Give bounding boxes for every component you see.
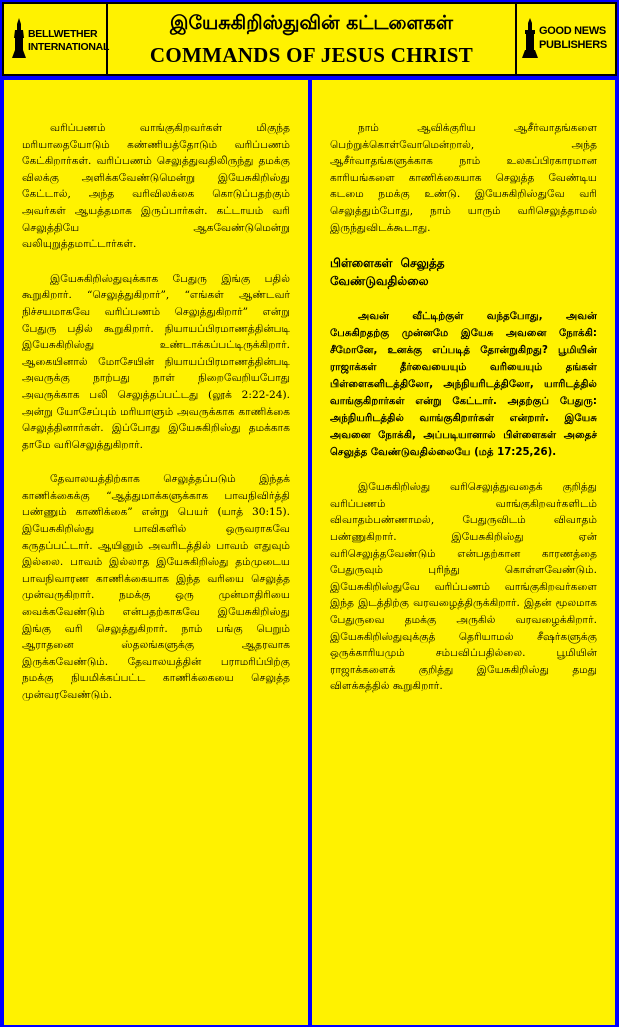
section-heading-line1: பிள்ளைகள் செலுத்த (330, 256, 445, 271)
good-news-logo-text (539, 24, 607, 52)
good-news-logo-line2: PUBLISHERS (539, 39, 607, 51)
section-heading-line2: வேண்டுவதில்லை (330, 274, 429, 289)
scripture-quote: அவன் வீட்டிற்குள் வந்தபோது, அவன் பேசுகிறதற்கு முன்னமே இயேசு அவனை நோக்கி: சீமோனே, உனக்கு எப்படித் தோன்றுகிறது? பூமியின் ராஜாக்கள் தீர்வையையும் வரியையும் தங்கள் பிள்ளைகளிடத்திலோ, அந்நியரிடத்திலோ, யாரிடத்தில் வாங்குகிறார்கள் என்று கேட்டார். அதற்குப் பேதுரு: அந்நியரிடத்தில் வாங்குகிறார்கள் என்றார். இயேசு அவனை நோக்கி, அப்படியானால் பிள்ளைகள் அதைச் செலுத்த வேண்டுவதில்லையே (மத் 17:25,26). (330, 311, 597, 459)
bellwether-tower-icon (12, 18, 26, 58)
good-news-logo-line1: GOOD NEWS (539, 25, 606, 37)
right-column (312, 80, 615, 1025)
title-block (108, 4, 515, 74)
left-column (4, 80, 308, 1025)
bellwether-logo-line1: BELLWETHER (28, 28, 98, 40)
page-title-english: COMMANDS OF JESUS CHRIST (149, 43, 474, 67)
tower-icon (522, 18, 538, 58)
right-paragraph-1: நாம் ஆவிக்குரிய ஆசீர்வாதங்களை பெற்றுக்கொள்வோமென்றால், அந்த ஆசீர்வாதங்களுக்காக நாம் உலகப்பிரகாரமான காரியங்களை காணிக்கையாக செலுத்த வேண்டிய கடமை நமக்கு உண்டு. இயேசுகிறிஸ்துவே வரி செலுத்தும்போது, நாம் யாரும் வரிசெலுத்தாமல் இருந்துவிடக்கூடாது. (330, 122, 597, 234)
header-banner (2, 2, 617, 76)
page-title-tamil: இயேசுகிறிஸ்துவின் கட்டளைகள் (170, 12, 453, 34)
left-paragraph-3: தேவாலயத்திற்காக செலுத்தப்படும் இந்தக் காணிக்கைக்கு “ஆத்துமாக்களுக்காக பாவநிவிர்த்தி பண்ணும் காணிக்கை” என்று பெயர் (யாத் 30:15). இயேசுகிறிஸ்து பாவிகளில் ஒருவராகவே கருதப்பட்டார். ஆயினும் அவரிடத்தில் பாவம் எதுவும் இல்லை. பாவம் இல்லாத இயேசுகிறிஸ்து தம்முடைய பாவநிவாரண காணிக்கையாக இந்த வரியை செலுத்த முன்வருகிறார். நமக்கு ஒரு முன்மாதிரியை வைக்கவேண்டும் என்பதற்காகவே இயேசுகிறிஸ்து இங்கு வரி செலுத்துகிறார். நாம் பங்கு பெறும் ஆராதனை ஸ்தலங்களுக்கு ஆதரவாக இருக்கவேண்டும். தேவாலயத்தின் பராமரிப்பிற்கு நமக்கு நியமிக்கப்பட்ட காணிக்கையை செலுத்த முன்வரவேண்டும். (22, 473, 290, 701)
left-paragraph-1: வரிப்பணம் வாங்குகிறவர்கள் மிகுந்த மரியாதையோடும் கண்ணியத்தோடும் வரிப்பணம் கேட்கிறார்கள். வரிப்பணம் செலுத்துவதிலிருந்து தமக்கு விலக்கு அளிக்கவேண்டுமென்று இயேசுகிறிஸ்து கேட்டால், அந்த வரிவிலக்கை கொடுப்பதற்கும் அவர்கள் ஆயத்தமாக இருப்பார்கள். கட்டாயம் வரி செலுத்தியே ஆகவேண்டுமென்று வலியுறுத்தமாட்டார்கள். (22, 122, 290, 251)
bellwether-logo-line2: INTERNATIONAL (28, 41, 110, 53)
left-paragraph-2: இயேசுகிறிஸ்துவுக்காக பேதுரு இங்கு பதில் கூறுகிறார். “செலுத்துகிறார்”, “எங்கள் ஆண்டவர் நிச்சயமாகவே வரிப்பணம் செலுத்துகிறார்” என்று பேதுரு பதில் கூறுகிறார். நியாயப்பிரமாணத்தின்படி இயேசுகிறிஸ்து உண்டாக்கப்பட்டிருக்கிறார். ஆகையினால் மோசேயின் நியாயப்பிரமாணத்தின்படி அவருக்கு நாற்பது நாள் நிறைவேறியபோது அவருக்காக பலி செலுத்தப்பட்டது (லூக் 2:22-24). அன்று யோசேப்பும் மரியாளும் அவருக்காக காணிக்கை செலுத்தினார்கள். இப்போது இயேசுகிறிஸ்து தமக்காக தாமே வரிசெலுத்துகிறார். (22, 272, 290, 451)
bellwether-logo (4, 4, 108, 74)
bellwether-logo-text (28, 28, 109, 54)
right-paragraph-2: இயேசுகிறிஸ்து வரிசெலுத்துவதைக் குறித்து வரிப்பணம் வாங்குகிறவர்களிடம் விவாதம்பண்ணாமல், பேதுருவிடம் விவாதம் பண்ணுகிறார். இயேசுகிறிஸ்து ஏன் வரிசெலுத்தவேண்டும் என்பதற்கான காரணத்தை பேதுருவும் புரிந்து கொள்ளவேண்டும். இயேசுகிறிஸ்துவே வரிப்பணம் வாங்குகிறவர்களை இந்த இடத்திற்கு வரவழைத்திருக்கிறார். இதன் மூலமாக பேதுருவை தமக்கு அருகில் வரவழைக்கிறார். இயேசுகிறிஸ்துவுக்குத் தெரியாமல் சீஷர்களுக்கு ஒருக்காரியமும் சம்பவிப்பதில்லை. பூமியின் ராஜாக்களைக் குறித்து இயேசுகிறிஸ்து தமது விளக்கத்தில் கூறுகிறார். (330, 481, 597, 693)
good-news-logo (515, 4, 615, 74)
section-heading (330, 254, 597, 290)
